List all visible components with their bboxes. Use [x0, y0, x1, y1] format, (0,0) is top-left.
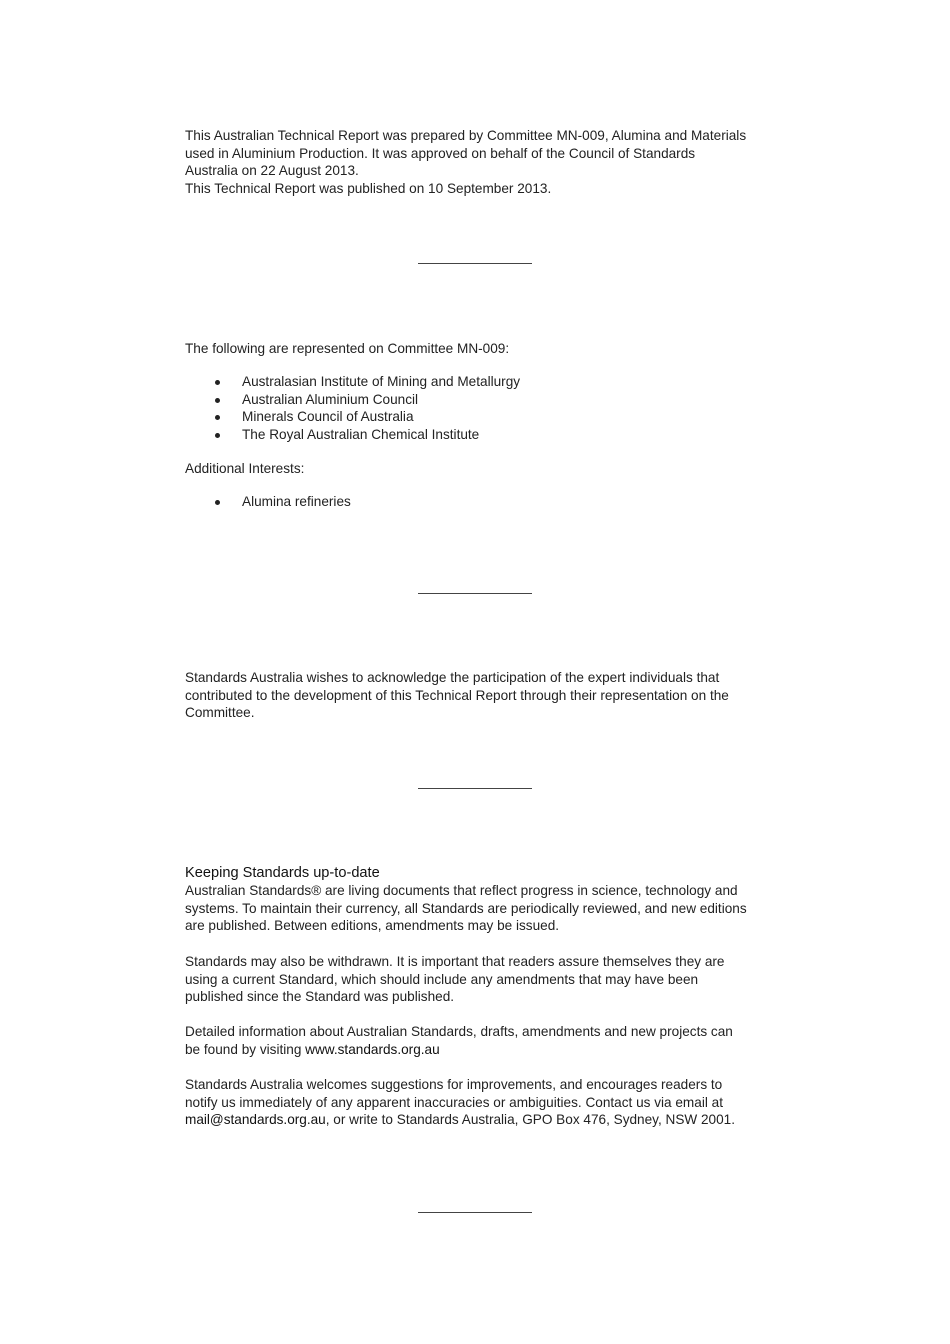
section-divider: [418, 593, 532, 594]
section-divider: [418, 263, 532, 264]
committee-intro: The following are represented on Committee MN-009:: [185, 341, 510, 356]
paragraph-line: are published. Between editions, amendments may be issued.: [185, 918, 560, 934]
section-divider: [418, 788, 532, 789]
additional-interests-list-wrapper: [185, 493, 775, 511]
website-link[interactable]: www.standards.org.au: [305, 1041, 440, 1057]
additional-interests-label-wrapper: [185, 460, 775, 478]
paragraph-line: Standards may also be withdrawn. It is important that readers assure themselves they are: [185, 954, 725, 969]
section-heading: Keeping Standards up-to-date: [185, 865, 380, 881]
paragraph-line: using a current Standard, which should include any amendments that may have been: [185, 971, 699, 987]
acknowledgement-line: Standards Australia wishes to acknowledge the participation of the expert individuals that: [185, 670, 720, 685]
list-item: Australian Aluminium Council: [185, 391, 775, 409]
paragraph-line: Australian Standards® are living documents that reflect progress in science, technology and: [185, 883, 738, 898]
publication-line: This Technical Report was published on 10 September 2013.: [185, 180, 552, 196]
section-divider: [418, 1212, 532, 1213]
paragraph-line: published since the Standard was published.: [185, 989, 455, 1005]
paragraph-line: Detailed information about Australian Standards, drafts, amendments and new projects can: [185, 1024, 733, 1039]
paragraph-text: , or write to Standards Australia, GPO Box 476, Sydney, NSW 2001.: [325, 1112, 736, 1128]
committee-section: [185, 340, 775, 358]
paragraph-line: [185, 1111, 775, 1129]
additional-interests-label: Additional Interests:: [185, 461, 305, 476]
information-paragraph: [185, 1023, 775, 1058]
list-item: Minerals Council of Australia: [185, 408, 775, 426]
list-item: Australasian Institute of Mining and Metallurgy: [185, 373, 775, 391]
list-item: Alumina refineries: [185, 493, 775, 511]
email-link[interactable]: mail@standards.org.au: [185, 1112, 326, 1128]
acknowledgement-line: Committee.: [185, 705, 255, 721]
paragraph-line: Standards Australia welcomes suggestions for improvements, and encourages readers to: [185, 1077, 723, 1092]
additional-interests-list: [185, 493, 775, 511]
list-item: The Royal Australian Chemical Institute: [185, 426, 775, 444]
suggestions-paragraph: [185, 1076, 775, 1129]
acknowledgement-section: [185, 669, 775, 722]
approval-statement: [185, 127, 775, 197]
withdrawal-paragraph: [185, 953, 775, 1006]
keeping-standards-section: [185, 864, 775, 935]
approval-line: This Australian Technical Report was prepared by Committee MN-009, Alumina and Materials: [185, 128, 747, 143]
paragraph-text: be found by visiting: [185, 1041, 306, 1057]
approval-line: used in Aluminium Production. It was approved on behalf of the Council of Standards: [185, 145, 696, 161]
paragraph-line: [185, 1041, 775, 1059]
approval-line: Australia on 22 August 2013.: [185, 163, 359, 179]
committee-members-list: [185, 373, 775, 443]
committee-members-list-wrapper: [185, 373, 775, 443]
paragraph-line: systems. To maintain their currency, all Standards are periodically reviewed, and new editions: [185, 900, 747, 916]
acknowledgement-line: contributed to the development of this Technical Report through their representation on the: [185, 687, 729, 703]
paragraph-line: notify us immediately of any apparent inaccuracies or ambiguities. Contact us via email at: [185, 1094, 723, 1110]
